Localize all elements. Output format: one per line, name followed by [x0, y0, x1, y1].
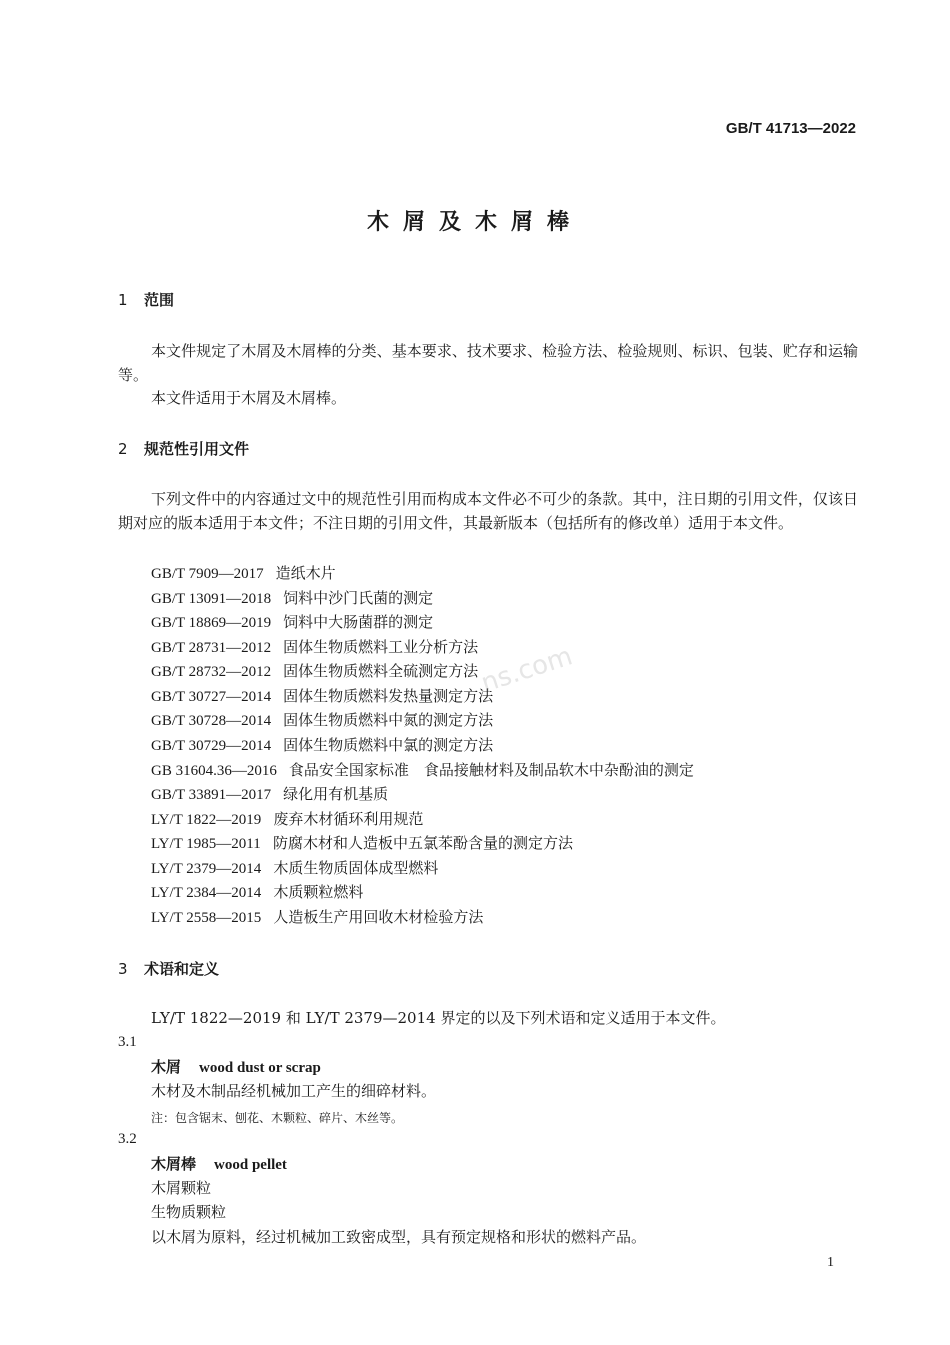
normative-intro: 下列文件中的内容通过文中的规范性引用而构成本文件必不可少的条款。其中，注日期的引用文件，仅该日期对应的版本适用于本文件；不注日期的引用文件，其最新版本（包括所有的修改单）适用于本文件。	[118, 490, 858, 532]
term-title	[151, 1152, 287, 1177]
reference-code: GB/T 33891—2017	[151, 787, 272, 803]
reference-code: GB/T 7909—2017	[151, 566, 264, 582]
section-3-heading	[118, 958, 219, 979]
section-number: 3	[118, 960, 128, 978]
scope-paragraph-1: 本文件规定了木屑及木屑棒的分类、基本要求、技术要求、检验方法、检验规则、标识、包装、贮存和运输等。	[118, 342, 858, 384]
document-title: 木屑及木屑棒	[366, 210, 583, 235]
reference-code: GB/T 30727—2014	[151, 689, 272, 705]
term-synonym: 木屑颗粒	[151, 1179, 212, 1197]
reference-code: LY/T 2379—2014	[151, 861, 262, 877]
reference-name: 饲料中沙门氏菌的测定	[283, 589, 434, 607]
reference-code: GB 31604.36—2016	[151, 763, 277, 779]
section-title: 范围	[144, 291, 175, 309]
term-definition: 以木屑为原料，经过机械加工致密成型，具有预定规格和形状的燃料产品。	[151, 1228, 647, 1246]
section-1-heading	[118, 289, 174, 310]
standard-code: GB/T 41713—2022	[725, 120, 856, 137]
reference-item	[151, 610, 433, 635]
reference-name: 防腐木材和人造板中五氯苯酚含量的测定方法	[273, 834, 574, 852]
scope-paragraph-2: 本文件适用于木屑及木屑棒。	[151, 389, 347, 407]
reference-name: 造纸木片	[275, 564, 336, 582]
section-title: 术语和定义	[144, 960, 220, 978]
reference-item	[151, 733, 493, 758]
reference-name: 木质颗粒燃料	[273, 883, 364, 901]
reference-code: GB/T 30729—2014	[151, 738, 272, 754]
term-chinese: 木屑	[151, 1058, 182, 1076]
reference-item	[151, 635, 478, 660]
terms-intro: LY/T 1822—2019 和 LY/T 2379—2014 界定的以及下列术语和定义适用于本文件。	[151, 1009, 726, 1027]
reference-item	[151, 561, 336, 586]
page-number: 1	[827, 1255, 834, 1270]
reference-code: LY/T 1985—2011	[151, 836, 261, 852]
reference-code: GB/T 28732—2012	[151, 664, 272, 680]
reference-code: GB/T 18869—2019	[151, 615, 272, 631]
reference-item	[151, 684, 493, 709]
reference-name: 饲料中大肠菌群的测定	[283, 613, 434, 631]
section-2-heading	[118, 438, 249, 459]
reference-name: 食品安全国家标准 食品接触材料及制品软木中杂酚油的测定	[288, 761, 694, 779]
term-title	[151, 1055, 321, 1080]
reference-code: GB/T 13091—2018	[151, 591, 272, 607]
term-synonym: 生物质颗粒	[151, 1203, 227, 1221]
term-note: 注：包含锯末、刨花、木颗粒、碎片、木丝等。	[151, 1111, 404, 1125]
reference-name: 固体生物质燃料中氮的测定方法	[283, 711, 494, 729]
term-english: wood pellet	[214, 1157, 287, 1173]
reference-item	[151, 880, 363, 905]
reference-name: 绿化用有机基质	[283, 785, 389, 803]
section-title: 规范性引用文件	[144, 440, 250, 458]
reference-name: 人造板生产用回收木材检验方法	[273, 908, 484, 926]
reference-item	[151, 659, 478, 684]
reference-item	[151, 856, 438, 881]
reference-item	[151, 905, 483, 930]
reference-name: 固体生物质燃料发热量测定方法	[283, 687, 494, 705]
section-number: 1	[118, 291, 128, 309]
reference-code: GB/T 28731—2012	[151, 640, 272, 656]
reference-item	[151, 708, 493, 733]
term-english: wood dust or scrap	[199, 1060, 321, 1076]
term-number: 3.2	[118, 1131, 137, 1147]
section-number: 2	[118, 440, 128, 458]
reference-item	[151, 782, 388, 807]
reference-item	[151, 758, 694, 783]
reference-name: 木质生物质固体成型燃料	[273, 859, 439, 877]
watermark: ns.com	[477, 641, 577, 699]
reference-code: GB/T 30728—2014	[151, 713, 272, 729]
reference-name: 固体生物质燃料工业分析方法	[283, 638, 479, 656]
reference-item	[151, 586, 433, 611]
reference-name: 固体生物质燃料中氯的测定方法	[283, 736, 494, 754]
term-definition: 木材及木制品经机械加工产生的细碎材料。	[151, 1082, 437, 1100]
reference-name: 废弃木材循环利用规范	[273, 810, 424, 828]
term-number: 3.1	[118, 1034, 137, 1050]
reference-code: LY/T 2384—2014	[151, 885, 262, 901]
term-chinese: 木屑棒	[151, 1155, 197, 1173]
reference-item	[151, 807, 423, 832]
reference-item	[151, 831, 573, 856]
reference-code: LY/T 2558—2015	[151, 910, 262, 926]
reference-code: LY/T 1822—2019	[151, 812, 262, 828]
reference-name: 固体生物质燃料全硫测定方法	[283, 662, 479, 680]
